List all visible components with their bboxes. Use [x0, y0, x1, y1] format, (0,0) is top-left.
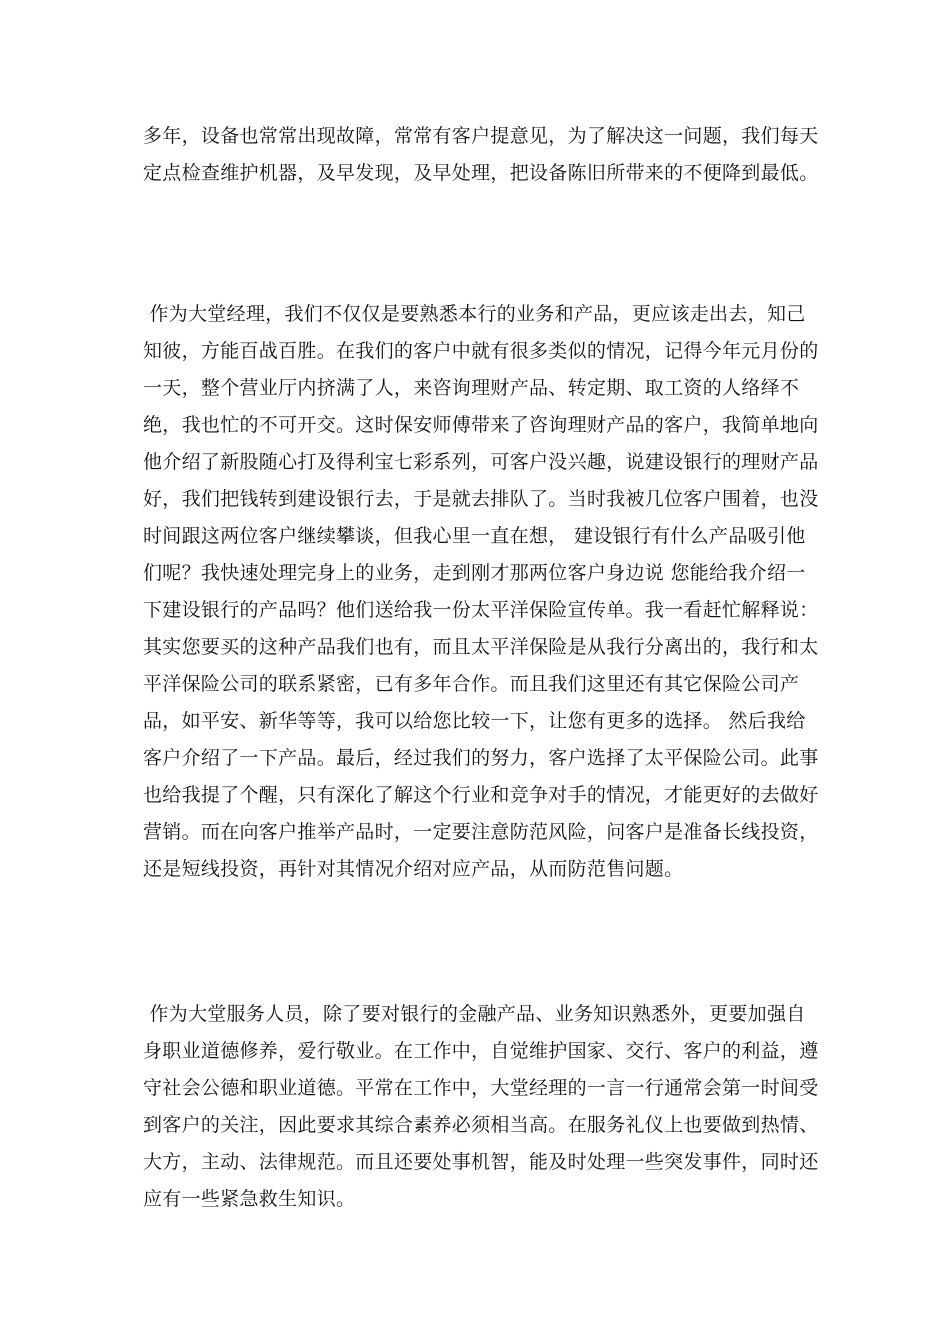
paragraph-equipment-maintenance: 多年，设备也常常出现故障，常常有客户提意见，为了解决这一问题，我们每天定点检查维护机器，及早发现，及早处理，把设备陈旧所带来的不便降到最低。	[143, 125, 819, 184]
paragraph-lobby-manager-marketing: 作为大堂经理，我们不仅仅是要熟悉本行的业务和产品，更应该走出去，知己知彼，方能百战百胜。在我们的客户中就有很多类似的情况，记得今年元月份的一天，整个营业厅内挤满了人，来咨询理财产品、转定期、取工资的人络绎不绝，我也忙的不可开交。这时保安师傅带来了咨询理财产品的客户，我简单地向他介绍了新股随心打及得利宝七彩系列，可客户没兴趣，说建设银行的理财产品好，我们把钱转到建设银行去，于是就去排队了。当时我被几位客户围着，也没时间跟这两位客户继续攀谈，但我心里一直在想， 建设银行有什么产品吸引他们呢？我快速处理完身上的业务，走到刚才那两位客户身边说 您能给我介绍一下建设银行的产品吗？他们送给我一份太平洋保险宣传单。我一看赶忙解释说： 其实您要买的这种产品我们也有，而且太平洋保险是从我行分离出的，我行和太平洋保险公司的联系紧密，已有多年合作。而且我们这里还有其它保险公司产品，如平安、新华等等，我可以给您比较一下，让您有更多的选择。 然后我给客户介绍了一下产品。最后，经过我们的努力，客户选择了太平保险公司。此事也给我提了个醒，只有深化了解这个行业和竞争对手的情况，才能更好的去做好营销。而在向客户推举产品时，一定要注意防范风险，问客户是准备长线投资，还是短线投资，再针对其情况介绍对应产品，从而防范售问题。	[143, 303, 825, 880]
paragraph-professional-ethics: 作为大堂服务人员，除了要对银行的金融产品、业务知识熟悉外，更要加强自身职业道德修养，爱行敬业。在工作中，自觉维护国家、交行、客户的利益，遵守社会公德和职业道德。平常在工作中，大堂经理的一言一行通常会第一时间受到客户的关注，因此要求其综合素养必须相当高。在服务礼仪上也要做到热情、大方，主动、法律规范。而且还要处事机智，能及时处理一些突发事件，同时还应有一些紧急救生知识。	[143, 1003, 819, 1210]
